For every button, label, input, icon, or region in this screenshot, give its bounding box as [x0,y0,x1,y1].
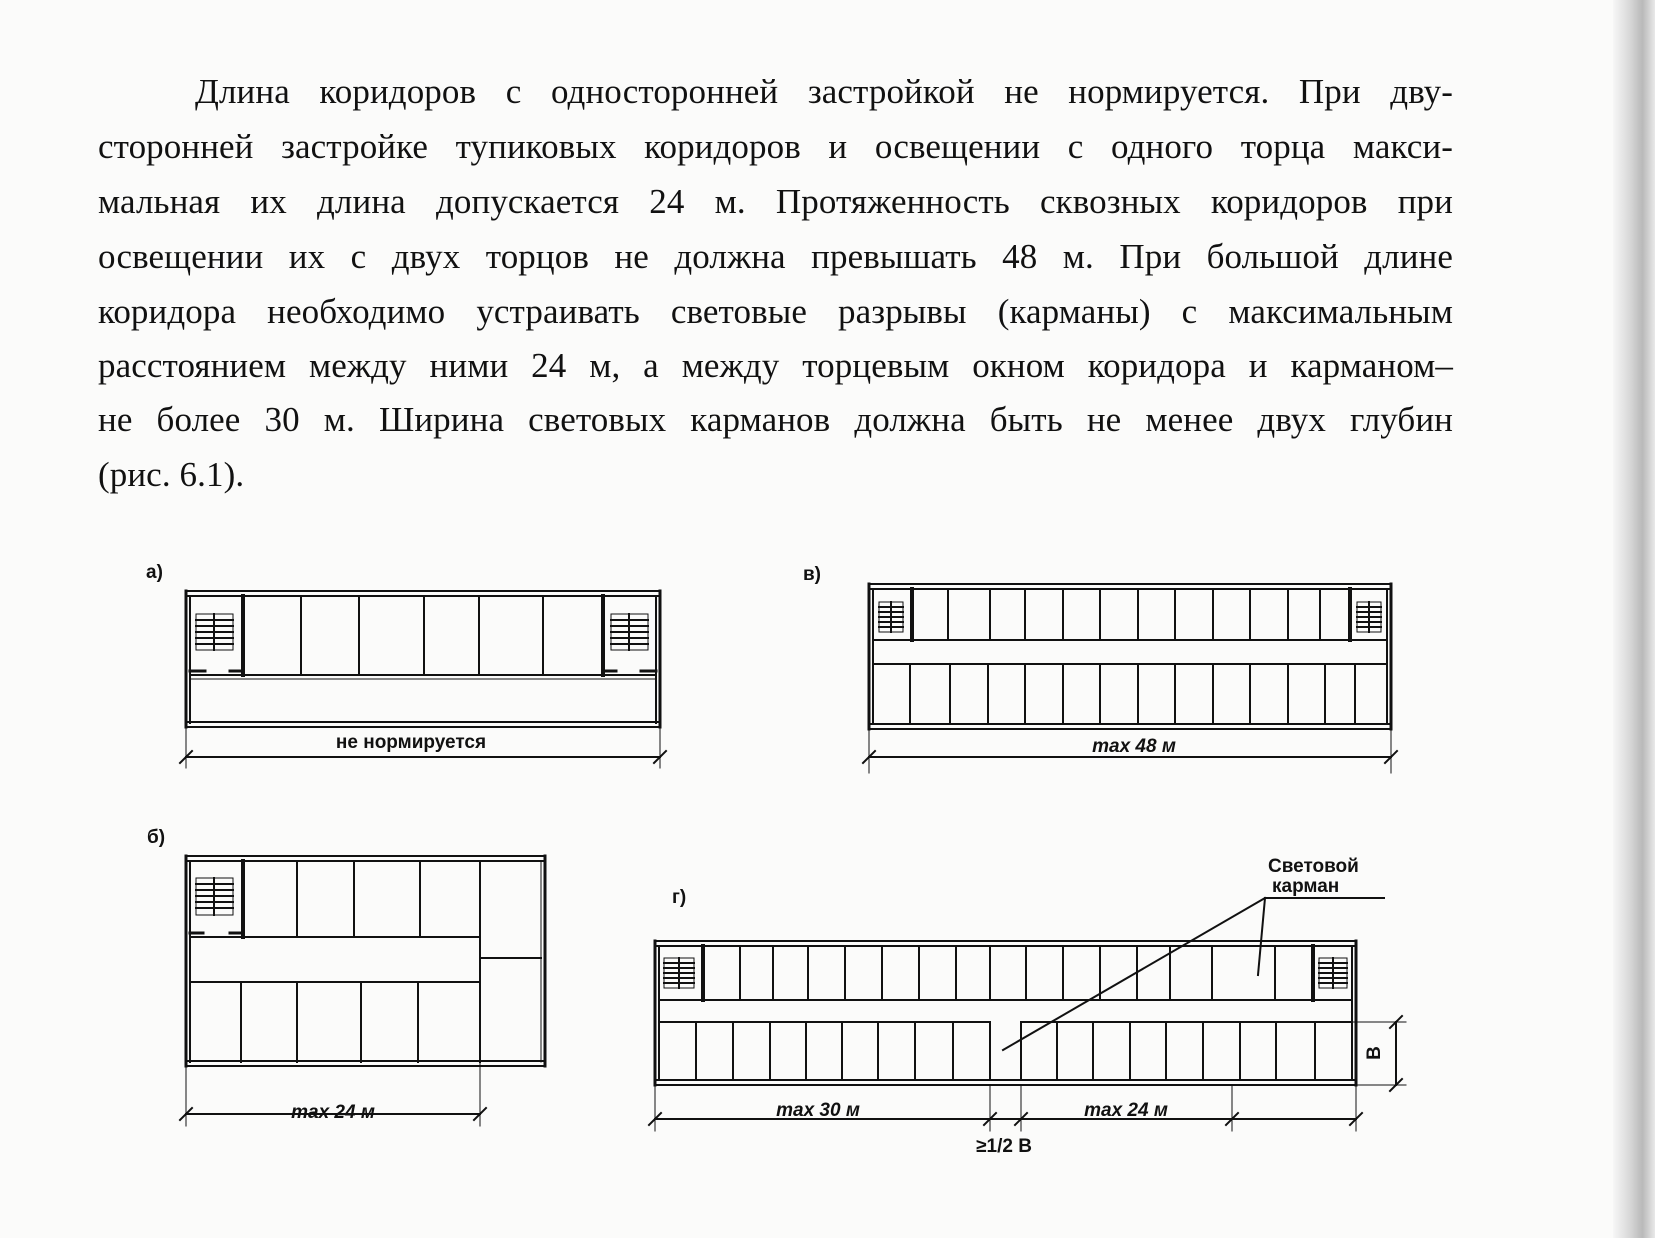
figure-b-label: б) [147,827,166,848]
paragraph-line-8: (рис. 6.1). [98,455,245,494]
figure-g-label: г) [672,887,687,908]
paragraph-line-4: освещении их с двух торцов не должна превышать 48 м. При большой длине [98,237,1453,276]
figure-g-dimension-left: max 30 м [776,1100,860,1121]
paragraph-line-7: не более 30 м. Ширина световых карманов должна быть не менее двух глубин [98,400,1453,439]
figure-a-label: а) [146,562,163,583]
figure-v-dimension: max 48 м [1092,736,1176,757]
figure-a-dimension: не нормируется [335,732,487,753]
figure-g-dimension-right: max 24 м [1084,1100,1168,1121]
figure-g-pocket-width: ≥1/2 В [976,1136,1032,1157]
figure-b-dimension: max 24 м [291,1102,375,1123]
light-pocket-callout-line-2: карман [1272,876,1340,897]
paragraph-line-6: расстоянием между ними 24 м, а между торцевым окном коридора и карманом– [98,346,1453,385]
paragraph-line-5: коридора необходимо устраивать световые разрывы (карманы) с максимальным [98,292,1453,331]
figure-g-depth-mark: В [1364,1046,1385,1060]
figure-b-plan [180,856,545,1126]
paragraph-line-1: Длина коридоров с односторонней застройкой не нормируется. При дву- [195,72,1453,111]
paragraph-line-3: мальная их длина допускается 24 м. Протяженность сквозных коридоров при [98,182,1453,221]
paragraph-line-2: сторонней застройке тупиковых коридоров и освещении с одного торца макси- [98,127,1453,166]
figure-g-plan [649,898,1406,1131]
light-pocket-callout-line-1: Световой [1268,856,1359,877]
figure-v-label: в) [803,564,822,585]
